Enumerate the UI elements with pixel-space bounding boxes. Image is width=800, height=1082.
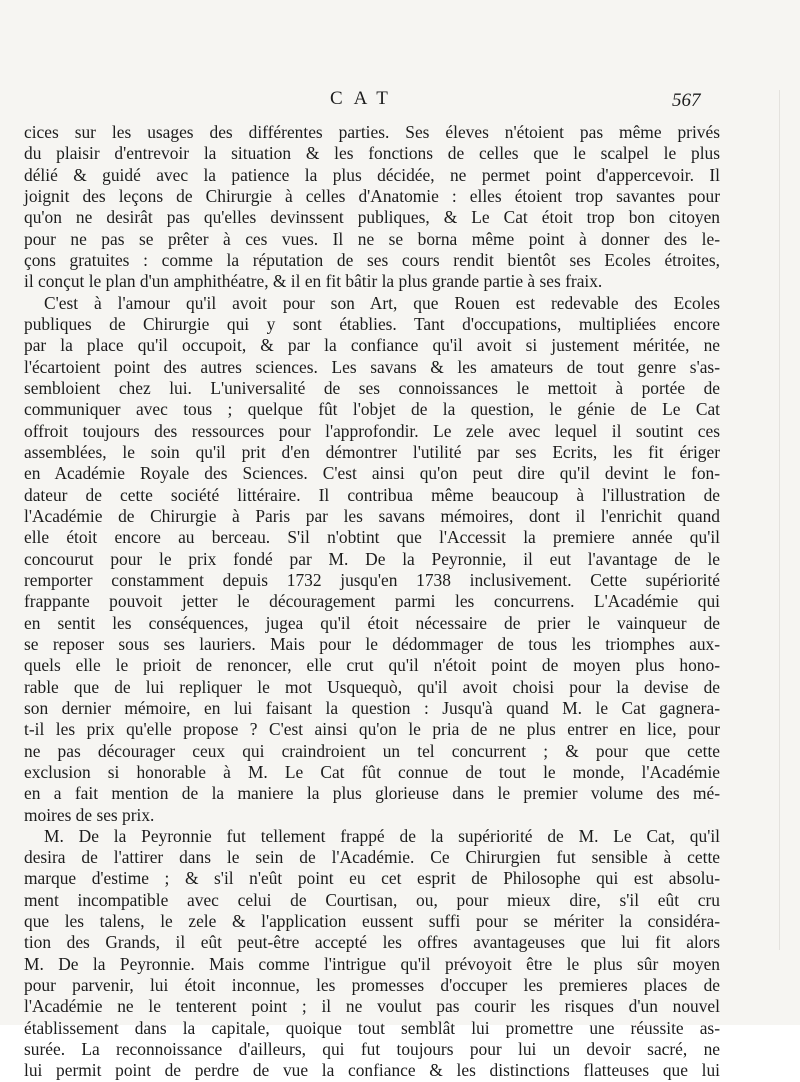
text-line: délié & guidé avec la patience la plus décidée, ne permet point d'appercevoir. Il xyxy=(24,164,720,185)
page-edge-shadow xyxy=(779,90,794,950)
text-line: en a fait mention de la maniere la plus glorieuse dans le premier volume des mé- xyxy=(24,783,720,804)
text-line: frappante pouvoit jetter le découragement parmi les concurrens. L'Académie qui xyxy=(24,591,720,612)
text-line: dateur de cette société littéraire. Il contribua même beaucoup à l'illustration de xyxy=(24,484,720,505)
text-line: concourut pour le prix fondé par M. De la Peyronnie, il eut l'avantage de le xyxy=(24,548,720,569)
text-line: il conçut le plan d'un amphithéatre, & il en fit bâtir la plus grande partie à ses fraix. xyxy=(24,271,603,292)
text-line: surée. La reconnoissance d'ailleurs, qui fut toujours pour lui un devoir sacré, ne xyxy=(24,1039,720,1060)
text-line: communiquer avec tous ; quelque fût l'objet de la question, le génie de Le Cat xyxy=(24,399,720,420)
text-line: l'Académie de Chirurgie à Paris par les savans mémoires, dont il l'enrichit quand xyxy=(24,505,720,526)
text-line: du plaisir d'entrevoir la situation & les fonctions de celles que le scalpel le plus xyxy=(24,143,720,164)
text-line: marque d'estime ; & s'il n'eût point eu cet esprit de Philosophe qui est absolu- xyxy=(24,868,720,889)
text-line: lui permit point de perdre de vue la confiance & les distinctions flatteuses que lui xyxy=(24,1060,720,1081)
text-line: sembloient chez lui. L'universalité de ses connoissances le mettoit à portée de xyxy=(24,377,720,398)
text-line: ment incompatible avec celui de Courtisan, ou, pour mieux dire, s'il eût cru xyxy=(24,889,720,910)
text-line: l'Académie ne le tenterent point ; il ne voulut pas courir les risques d'un nouvel xyxy=(24,996,720,1017)
text-line: çons gratuites : comme la réputation de ses cours rendit bientôt ses Ecoles étroites, xyxy=(24,249,720,270)
text-line: cices sur les usages des différentes parties. Ses éleves n'étoient pas même privés xyxy=(24,122,720,142)
running-title: CAT xyxy=(330,88,399,109)
text-line: joignit des leçons de Chirurgie à celles d'Anatomie : elles étoient trop savantes pour xyxy=(24,185,720,206)
text-line: rable que de lui repliquer le mot Usquequò, qu'il avoit choisi pour la devise de xyxy=(24,676,720,697)
text-line: par la place qu'il occupoit, & par la confiance qu'il avoit si justement méritée, ne xyxy=(24,335,720,356)
text-line: son dernier mémoire, en lui faisant la question : Jusqu'à quand M. le Cat gagnera- xyxy=(24,697,720,718)
text-line: desira de l'attirer dans le sein de l'Académie. Ce Chirurgien fut sensible à cette xyxy=(24,847,720,868)
body-text xyxy=(24,122,720,1082)
text-line: M. De la Peyronnie fut tellement frappé de la supériorité de M. Le Cat, qu'il xyxy=(44,825,720,846)
text-line: que les talens, le zele & l'application eussent suffi pour se mériter la considéra- xyxy=(24,911,720,932)
text-line: M. De la Peyronnie. Mais comme l'intrigue qu'il prévoyoit être le plus sûr moyen xyxy=(24,953,720,974)
text-line: offroit toujours des ressources pour l'approfondir. Le zele avec lequel il soutint ces xyxy=(24,420,720,441)
text-line: publiques de Chirurgie qui y sont établies. Tant d'occupations, multipliées encore xyxy=(24,313,720,334)
text-line: établissement dans la capitale, quoique tout semblât lui promettre une réussite as- xyxy=(24,1017,720,1038)
text-line: tion des Grands, il eût peut-être accepté les offres avantageuses que lui fit alors xyxy=(24,932,720,953)
text-line: l'écartoient point des autres sciences. Les savans & les amateurs de tout genre s'as- xyxy=(24,356,720,377)
page-number: 567 xyxy=(672,90,701,111)
text-line: pour ne pas se prêter à ces vues. Il ne se borna même point à donner des le- xyxy=(24,228,720,249)
text-line: assemblées, le soin qu'il prit d'en démontrer l'utilité par ses Ecrits, les fit ériger xyxy=(24,441,720,462)
text-line: remporter constamment depuis 1732 jusqu'en 1738 inclusivement. Cette supériorité xyxy=(24,569,720,590)
text-line: elle étoit encore au berceau. S'il n'obtint que l'Accessit la premiere année qu'il xyxy=(24,527,720,548)
text-line: quels elle le prioit de renoncer, elle crut qu'il n'étoit point de moyen plus hono- xyxy=(24,655,720,676)
text-line: en Académie Royale des Sciences. C'est ainsi qu'on peut dire qu'il devint le fon- xyxy=(24,463,720,484)
text-line: ne pas décourager ceux qui craindroient un tel concurrent ; & pour que cette xyxy=(24,740,720,761)
text-line: qu'on ne desirât pas qu'elles devinssent publiques, & Le Cat étoit trop bon citoyen xyxy=(24,207,720,228)
text-line: pour parvenir, lui étoit inconnue, les promesses d'occuper les premieres places de xyxy=(24,975,720,996)
text-line: C'est à l'amour qu'il avoit pour son Art, que Rouen est redevable des Ecoles xyxy=(44,292,720,313)
text-line: exclusion si honorable à M. Le Cat fût connue de tout le monde, l'Académie xyxy=(24,761,720,782)
text-line: t-il les prix qu'elle propose ? C'est ainsi qu'on le pria de ne plus entrer en lice, pour xyxy=(24,719,720,740)
text-line: moires de ses prix. xyxy=(24,804,155,825)
page-header xyxy=(0,86,800,116)
text-line: en sentit les conséquences, jugea qu'il étoit nécessaire de prier le vainqueur de xyxy=(24,612,720,633)
text-line: se reposer sous ses lauriers. Mais pour le dédommager de tous les triomphes aux- xyxy=(24,633,720,654)
